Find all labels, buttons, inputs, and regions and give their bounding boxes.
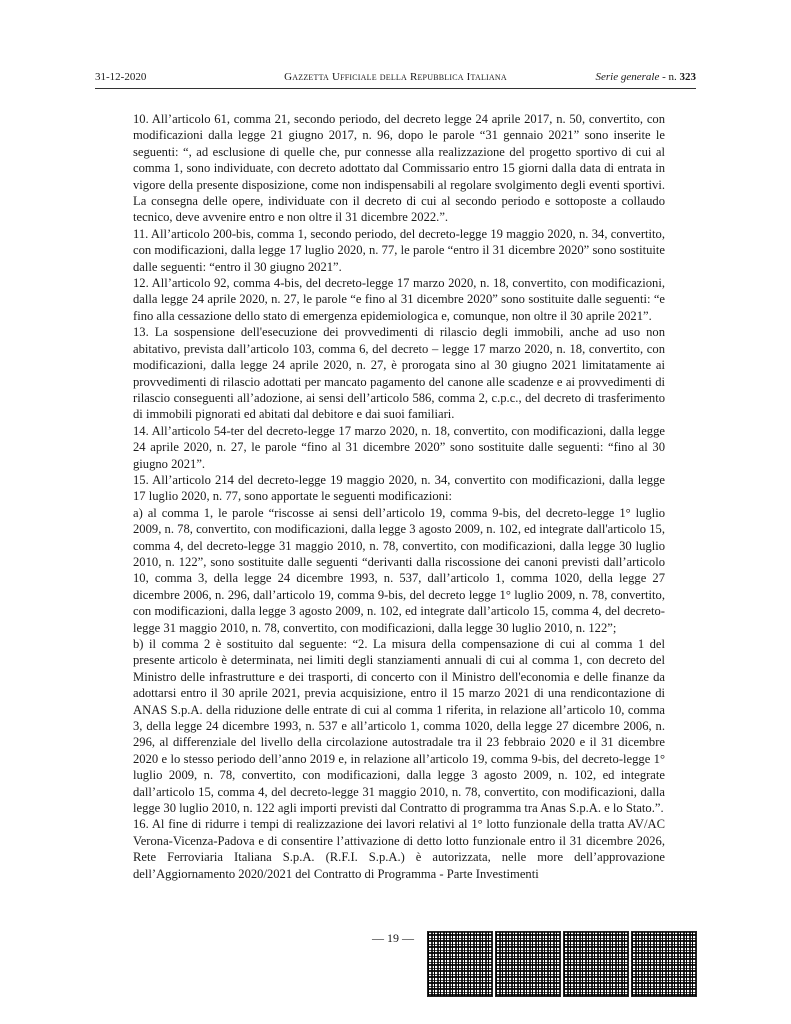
series-info bbox=[595, 71, 696, 83]
barcode-strip bbox=[427, 931, 697, 997]
paragraph-12: 12. All’articolo 92, comma 4-bis, del decreto-legge 17 marzo 2020, n. 18, convertito, con modificazioni, dalla legge 24 aprile 2020, n. 27, le parole “e fino al 31 dicembre 2020” sono sostituite dalle seguenti: “e fino alla cessazione dello stato di emergenza epidemiologica e, comunque, non oltre il 30 aprile 2021”. bbox=[133, 276, 665, 323]
paragraph-15b: b) il comma 2 è sostituito dal seguente: “2. La misura della compensazione di cui al comma 1 del presente articolo è determinata, nei limiti degli stanziamenti annuali di cui al comma 1, con decreto del Ministro delle infrastrutture e dei trasporti, di concerto con il Ministro dell'economia e delle finanze da adottarsi entro il 30 aprile 2021, previa acquisizione, entro il 15 marzo 2021 di una rendicontazione di ANAS S.p.A. della riduzione delle entrate di cui al comma 1 riferita, in relazione all’articolo 10, comma 3, della legge 24 dicembre 1993, n. 537 e all’articolo 1, comma 1020, della legge 27 dicembre 2006, n. 296, al differenziale del livello della circolazione autostradale tra il 23 febbraio 2020 e il 31 dicembre 2020 e lo stesso periodo dell’anno 2019 e, in relazione all’articolo 19, comma 9-bis, del decreto-legge 1° luglio 2009, n. 78, convertito, con modificazioni, dalla legge 3 agosto 2009, n. 102, ed integrate dall’articolo 15, comma 4, del decreto-legge 31 maggio 2010, n. 78, convertito, con modificazioni, dalla legge 30 luglio 2010, n. 122 agli importi previsti dal Contratto di programma tra Anas S.p.A. e lo Stato.”. bbox=[133, 637, 665, 816]
header-rule bbox=[95, 88, 696, 89]
paragraph-15a: a) al comma 1, le parole “riscosse ai sensi dell’articolo 19, comma 9-bis, del decreto-legge 1° luglio 2009, n. 78, convertito, con modificazioni, dalla legge 3 agosto 2009, n. 102, ed integrate dall'articolo 15, comma 4, del decreto-legge 31 maggio 2010, n. 78, convertito, con modificazioni, dalla legge 30 luglio 2010, n. 122”, sono sostituite dalle seguenti “derivanti dalla riscossione dei canoni previsti dall’articolo 10, comma 3, della legge 24 dicembre 1993, n. 537, dall’articolo 1, comma 1020, della legge 27 dicembre 2006, n. 296, dall’articolo 19, comma 9-bis, del decreto legge 1° luglio 2009, n. 78, convertito, con modificazioni, dalla legge 3 agosto 2009, n. 102, ed integrate dall’articolo 15, comma 4, del decreto-legge 31 maggio 2010, n. 78, convertito, con modificazioni, dalla legge 30 luglio 2010, n. 122”; bbox=[133, 505, 665, 635]
paragraph-13: 13. La sospensione dell'esecuzione dei provvedimenti di rilascio degli immobili, anche ad uso non abitativo, prevista dall’articolo 103, comma 6, del decreto – legge 17 marzo 2020, n. 18, convertito, con modificazioni, dalla legge 24 aprile 2020, n. 27, è prorogata sino al 30 giugno 2021 limitatamente ai provvedimenti di rilascio adottati per mancato pagamento del canone alle scadenze e ai provvedimenti di rilascio conseguenti all’adozione, ai sensi dell’articolo 586, comma 2, c.p.c., del decreto di trasferimento di immobili pignorati ed abitati dal debitore e dai suoi familiari. bbox=[133, 325, 665, 422]
series-label: Serie generale bbox=[595, 71, 660, 83]
gazette-title: Gazzetta Ufficiale della Repubblica Italiana bbox=[284, 71, 507, 83]
datamatrix-code bbox=[631, 931, 697, 997]
header-date: 31-12-2020 bbox=[95, 71, 147, 83]
series-separator: - n. bbox=[659, 71, 680, 83]
paragraph-16: 16. Al fine di ridurre i tempi di realizzazione dei lavori relativi al 1° lotto funzionale della tratta AV/AC Verona-Vicenza-Padova e di consentire l’attivazione di detto lotto funzionale entro il 31 dicembre 2026, Rete Ferroviaria Italiana S.p.A. (R.F.I. S.p.A.) è autorizzata, nelle more dell’approvazione dell’Aggiornamento 2020/2021 del Contratto di Programma - Parte Investimenti bbox=[133, 817, 665, 881]
paragraph-15: 15. All’articolo 214 del decreto-legge 19 maggio 2020, n. 34, convertito con modificazioni, dalla legge 17 luglio 2020, n. 77, sono apportate le seguenti modificazioni: bbox=[133, 472, 665, 504]
paragraph-11: 11. All’articolo 200-bis, comma 1, secondo periodo, del decreto-legge 19 maggio 2020, n. 34, convertito, con modificazioni, dalla legge 17 luglio 2020, n. 77, le parole “entro il 31 dicembre 2020” sono sostituite dalle seguenti: “entro il 30 giugno 2021”. bbox=[133, 226, 665, 274]
paragraph-14: 14. All’articolo 54-ter del decreto-legge 17 marzo 2020, n. 18, convertito, con modificazioni, dalla legge 24 aprile 2020, n. 27, le parole “fino al 31 dicembre 2020” sono sostituite dalle seguenti: “fino al 30 giugno 2021”. bbox=[133, 423, 665, 471]
datamatrix-code bbox=[495, 931, 561, 997]
page-header bbox=[95, 71, 696, 87]
page-number: — 19 — bbox=[372, 931, 414, 945]
series-number: 323 bbox=[679, 71, 696, 83]
paragraph-10: 10. All’articolo 61, comma 21, secondo periodo, del decreto legge 24 aprile 2017, n. 50, convertito, con modificazioni dalla legge 21 giugno 2017, n. 96, dopo le parole “31 gennaio 2021” sono inserite le seguenti: “, ad esclusione di quelle che, pur connesse alla realizzazione del progetto sportivo di cui al comma 1, sono individuate, con decreto adottato dal Commissario entro 15 giorni dalla data di entrata in vigore della presente disposizione, come non indispensabili al regolare svolgimento degli eventi sportivi. La consegna delle opere, individuate con il decreto di cui al secondo periodo e sottoposte a collaudo tecnico, deve avvenire entro e non oltre il 31 dicembre 2022.”. bbox=[133, 112, 665, 225]
datamatrix-code bbox=[563, 931, 629, 997]
document-body bbox=[133, 111, 665, 882]
datamatrix-code bbox=[427, 931, 493, 997]
